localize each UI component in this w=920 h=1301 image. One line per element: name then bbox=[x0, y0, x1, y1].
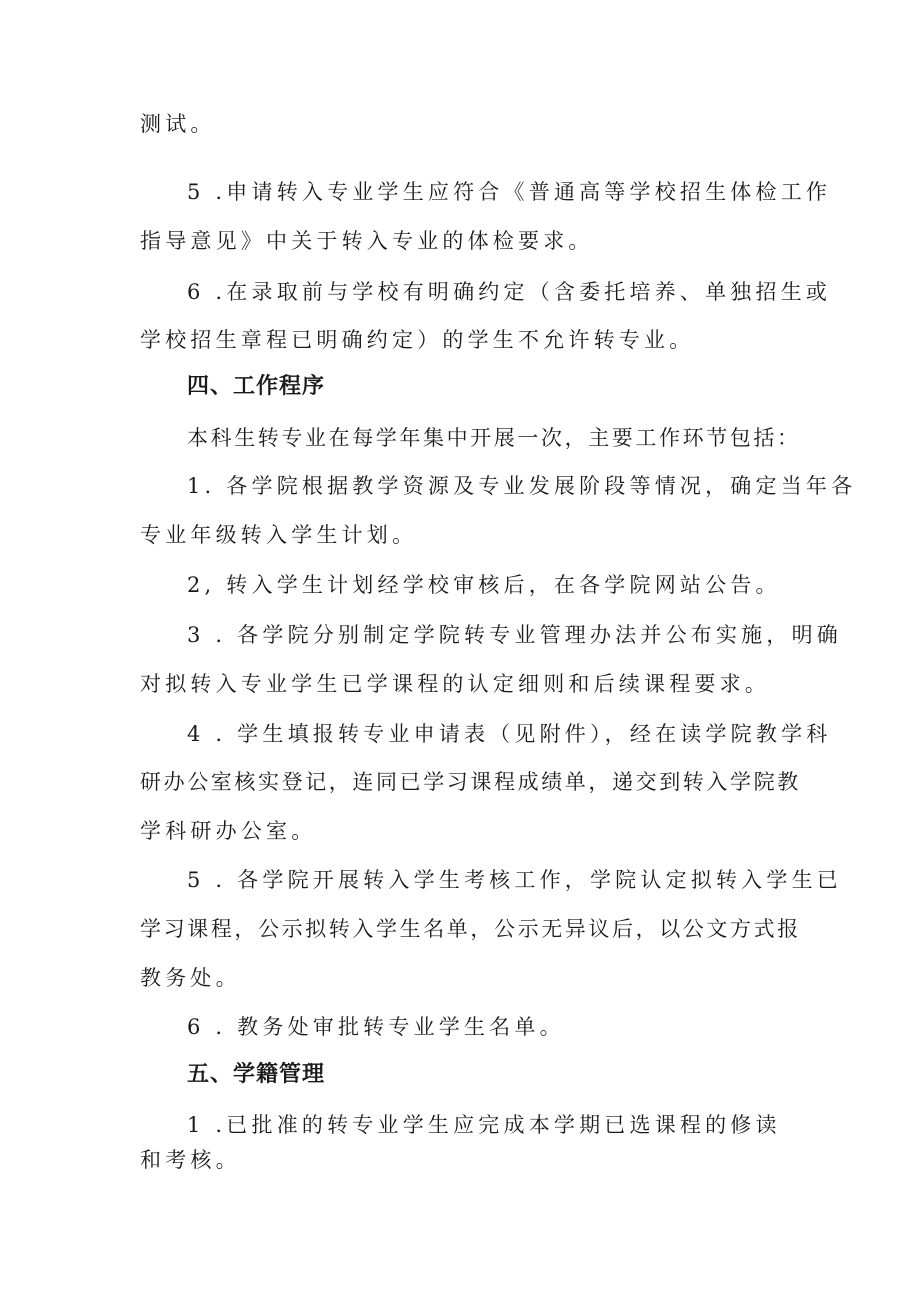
paragraph-line: 1. 各学院根据教学资源及专业发展阶段等情况，确定当年各 bbox=[187, 474, 857, 498]
paragraph-line: 4 . 学生填报转专业申请表（见附件），经在读学院教学科 bbox=[187, 722, 832, 746]
paragraph-line: 学校招生章程已明确约定）的学生不允许转专业。 bbox=[140, 328, 695, 352]
paragraph-line: 学科研办公室。 bbox=[140, 819, 317, 843]
paragraph-line: 6 . 教务处审批转专业学生名单。 bbox=[187, 1015, 565, 1039]
paragraph-line: 3 . 各学院分别制定学院转专业管理办法并公布实施，明确 bbox=[187, 623, 842, 647]
paragraph-line: 5 . 各学院开展转入学生考核工作，学院认定拟转入学生已 bbox=[187, 868, 842, 892]
paragraph-line: 2, 转入学生计划经学校审核后，在各学院网站公告。 bbox=[187, 573, 781, 597]
section-heading: 五、学籍管理 bbox=[187, 1062, 326, 1087]
paragraph-line: 本科生转专业在每学年集中开展一次，主要工作环节包括： bbox=[187, 426, 801, 450]
paragraph-line: 6 .在录取前与学校有明确约定（含委托培养、单独招生或 bbox=[187, 280, 832, 304]
paragraph-line: 专业年级转入学生计划。 bbox=[140, 523, 418, 547]
section-heading: 四、工作程序 bbox=[187, 374, 326, 399]
paragraph-line: 测试。 bbox=[140, 112, 216, 136]
paragraph-line: 对拟转入专业学生已学课程的认定细则和后续课程要求。 bbox=[140, 672, 770, 696]
paragraph-line: 学习课程，公示拟转入学生名单，公示无异议后，以公文方式报 bbox=[140, 917, 801, 941]
paragraph-line: 5 .申请转入专业学生应符合《普通高等学校招生体检工作 bbox=[187, 180, 832, 204]
paragraph-line: 研办公室核实登记，连同已学习课程成绩单，递交到转入学院教 bbox=[140, 770, 801, 794]
paragraph-line: 1 .已批准的转专业学生应完成本学期已选课程的修读 bbox=[187, 1113, 781, 1137]
paragraph-line: 教务处。 bbox=[140, 966, 241, 990]
paragraph-line: 指导意见》中关于转入专业的体检要求。 bbox=[140, 229, 594, 253]
paragraph-line: 和考核。 bbox=[140, 1148, 241, 1172]
